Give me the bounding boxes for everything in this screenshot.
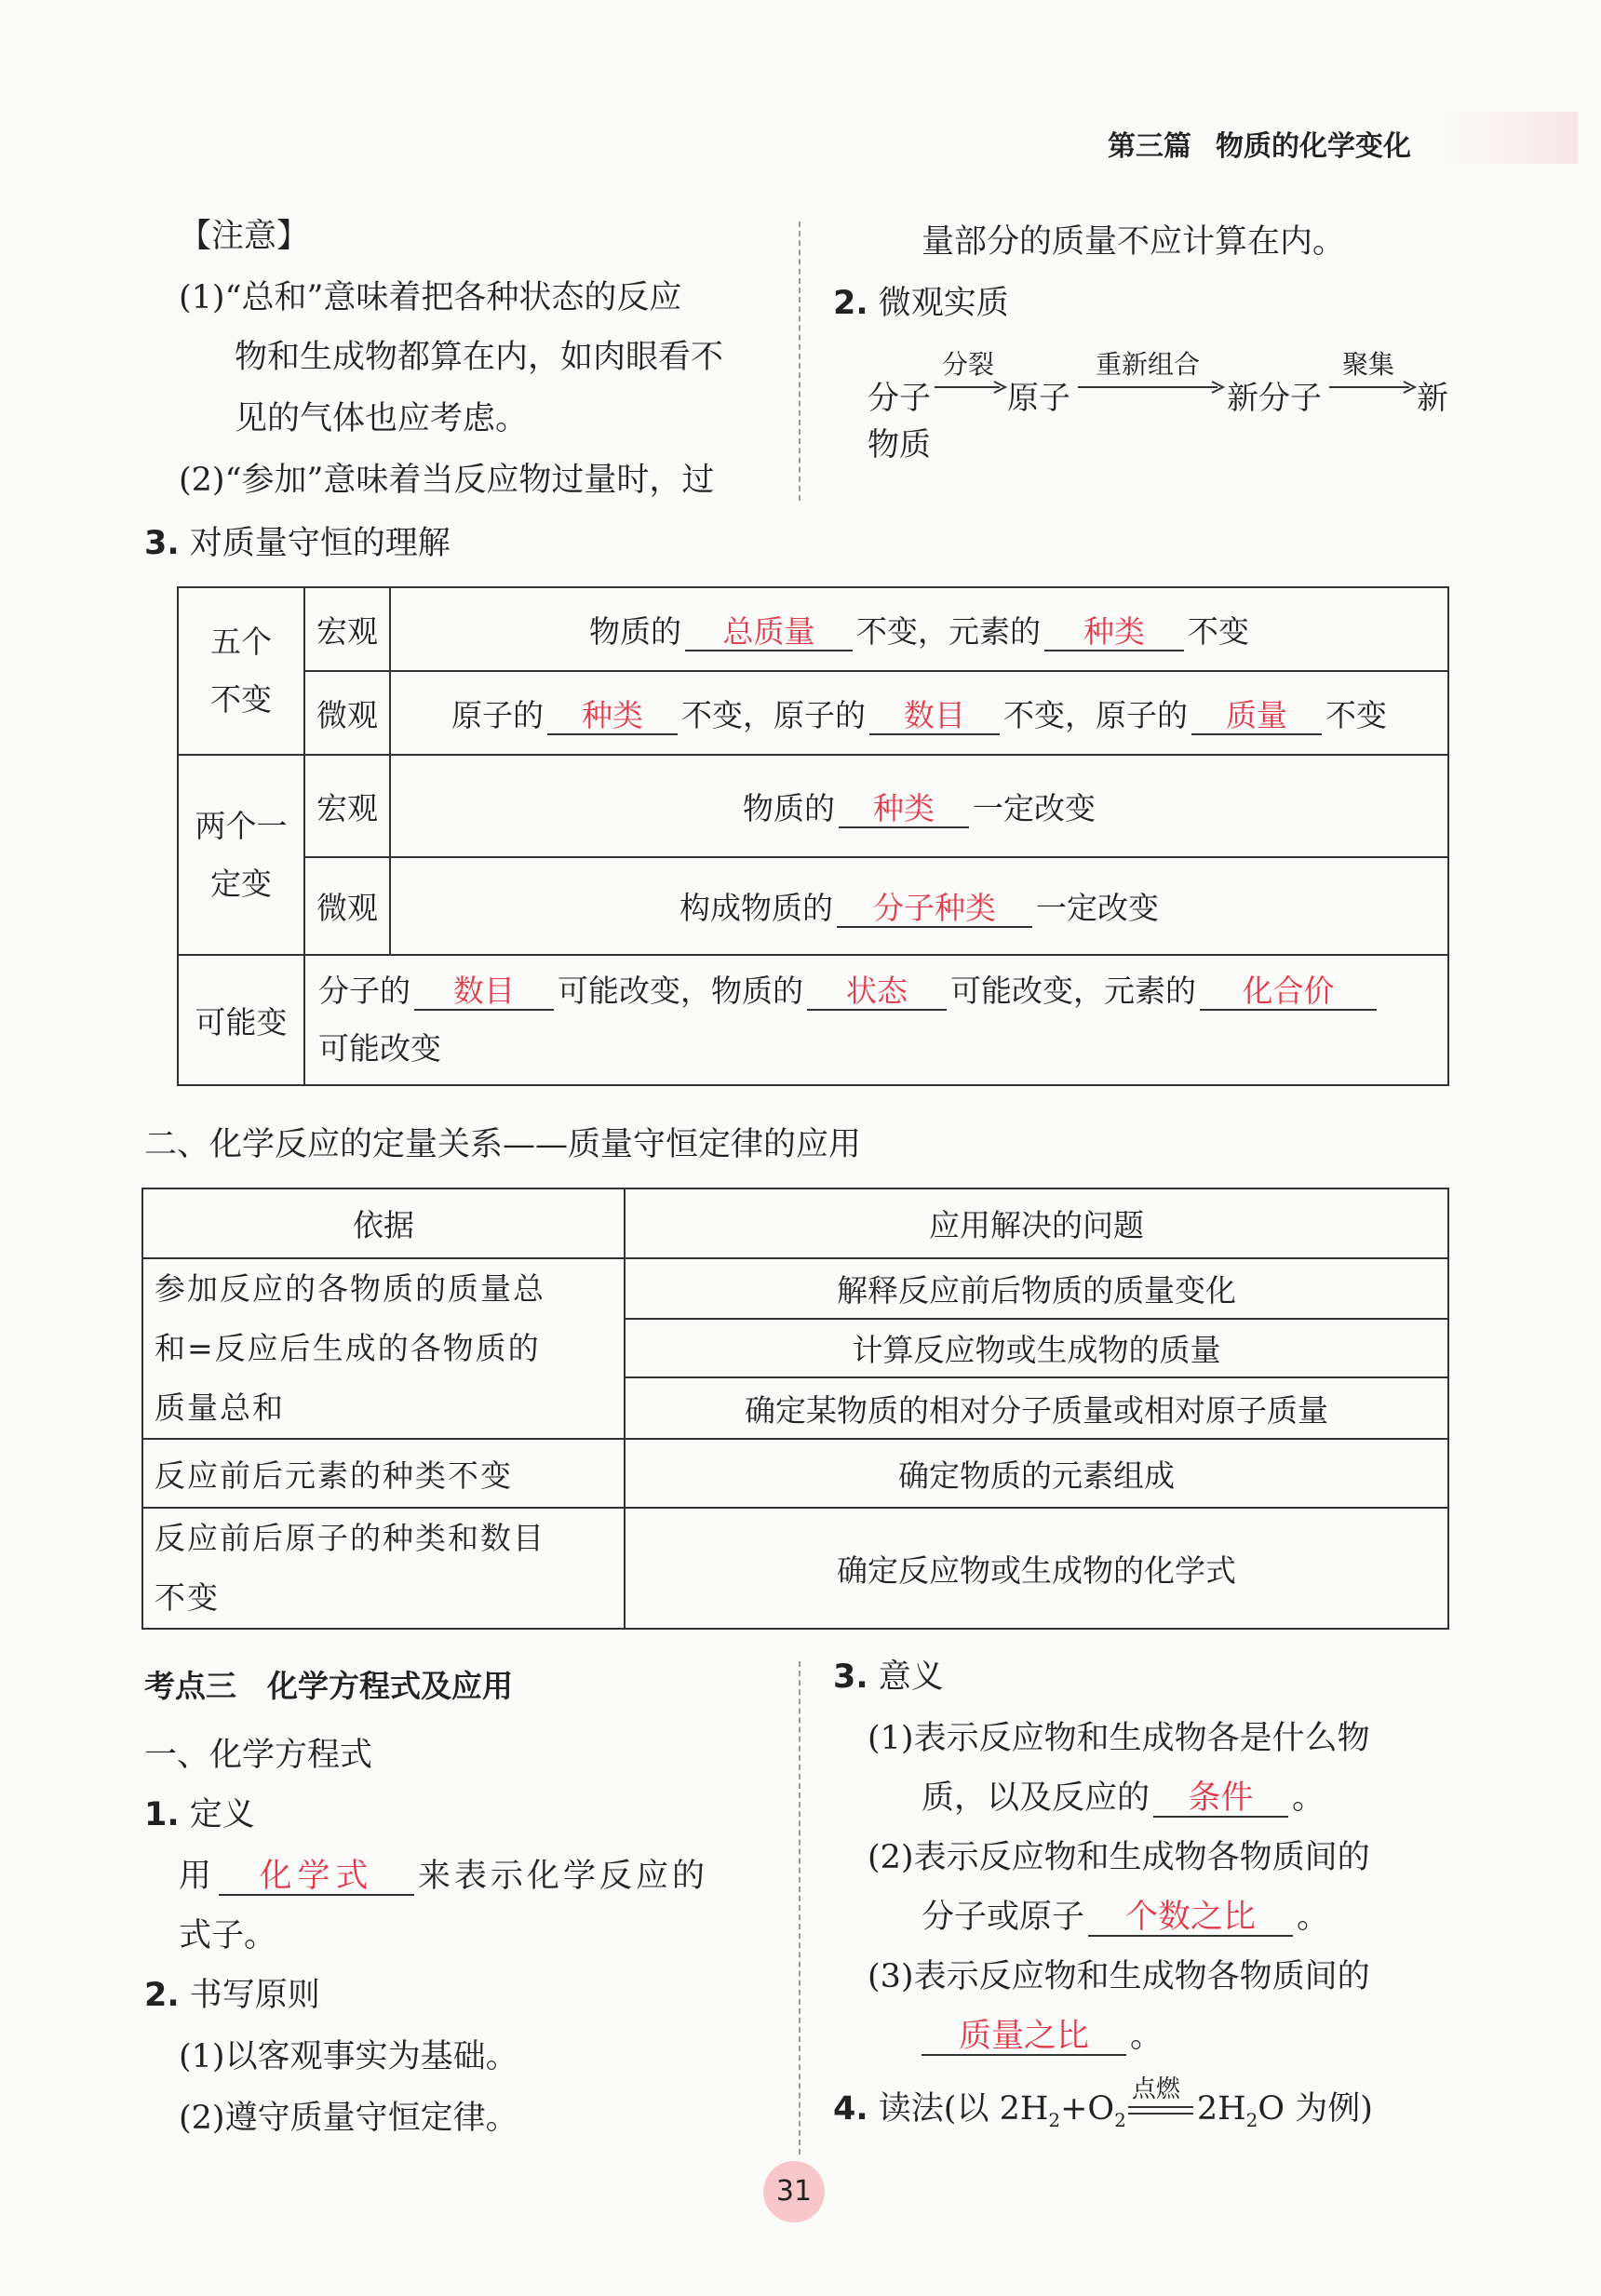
reaction-condition <box>1126 2074 1197 2125</box>
meaning3-line2: 质量之比 。 <box>922 2016 1163 2057</box>
app-calc-mass: 计算反应物或生成物的质量 <box>625 1319 1448 1378</box>
meaning-heading: 3. 意义 <box>833 1658 944 1696</box>
label-macro-1: 宏观 <box>304 587 390 671</box>
group-may-change: 可能变 <box>178 955 304 1085</box>
micro-num: 2. <box>833 285 868 322</box>
label-micro-1: 微观 <box>304 671 390 755</box>
answer-condition: 条件 <box>1153 1780 1288 1818</box>
flow-arrow1-label: 分裂 <box>942 349 995 380</box>
meaning2-line2: 分子或原子 个数之比 。 <box>922 1899 1330 1936</box>
group-two-changed: 两个一 定变 <box>178 755 304 955</box>
flow-arrow1 <box>935 380 1009 395</box>
definition-line1: 用 化学式 来表示化学反应的 <box>179 1858 709 1895</box>
note1-line3: 见的气体也应考虑。 <box>235 400 529 437</box>
basis-atom-kind-number: 反应前后原子的种类和数目 不变 <box>142 1508 625 1629</box>
app-explain-mass: 解释反应前后物质的质量变化 <box>625 1258 1448 1319</box>
note-title: 【注意】 <box>179 218 310 255</box>
flow-arrow2-label: 重新组合 <box>1096 349 1201 380</box>
flow-atom: 原子 <box>1007 380 1070 417</box>
flow-substance: 物质 <box>868 426 931 463</box>
page-number: 31 <box>775 2175 813 2208</box>
column-divider-top <box>799 222 800 501</box>
answer-number-ratio: 个数之比 <box>1088 1900 1293 1937</box>
meaning1-line1: (1)表示反应物和生成物各是什么物 <box>868 1720 1370 1757</box>
answer-molecule-number: 数目 <box>414 973 554 1011</box>
row-micro-unchanged: 原子的 种类 不变，原子的 数目 不变，原子的 质量 不变 <box>390 671 1448 755</box>
kaodian-title: 考点三 化学方程式及应用 <box>144 1668 513 1704</box>
basis-element-kind: 反应前后元素的种类不变 <box>142 1439 625 1508</box>
answer-chemical-formula: 化学式 <box>219 1859 414 1896</box>
header-title: 物质的化学变化 <box>1216 130 1411 163</box>
flow-new-molecule: 新分子 <box>1227 380 1322 417</box>
group-five-unchanged: 五个 不变 <box>178 587 304 755</box>
label-micro-2: 微观 <box>304 857 390 955</box>
row-macro-unchanged: 物质的 总质量 不变，元素的 种类 不变 <box>390 587 1448 671</box>
note2-line1: (2)“参加”意味着当反应物过量时，过 <box>179 462 715 499</box>
meaning3-line1: (3)表示反应物和生成物各物质间的 <box>868 1958 1370 1995</box>
application-table <box>141 1188 1449 1630</box>
basis-mass-sum: 参加反应的各物质的质量总 和=反应后生成的各物质的 质量总和 <box>142 1258 625 1439</box>
row-macro-changed: 物质的 种类 一定改变 <box>390 755 1448 857</box>
answer-atom-kind: 种类 <box>547 698 678 735</box>
answer-substance-kind: 种类 <box>839 791 969 828</box>
column-divider-bottom <box>799 1661 800 2155</box>
sec3-heading <box>144 523 451 564</box>
answer-mass-ratio: 质量之比 <box>922 2019 1126 2056</box>
col-header-application: 应用解决的问题 <box>625 1188 1448 1258</box>
note1-line1: (1)“总和”意味着把各种状态的反应 <box>179 279 682 316</box>
row-micro-changed: 构成物质的 分子种类 一定改变 <box>390 857 1448 955</box>
app-element-composition: 确定物质的元素组成 <box>625 1439 1448 1508</box>
micro-title: 微观实质 <box>878 285 1009 322</box>
flow-arrow3-label: 聚集 <box>1342 349 1395 380</box>
header-part: 第三篇 <box>1108 130 1191 163</box>
micro-flow <box>868 344 1463 419</box>
header-decoration <box>1447 112 1578 164</box>
micro-heading <box>833 283 1009 324</box>
reading-line: 4. 读法(以 $2H_2+O_2$ 点燃 $2H_2O$ 为例) <box>833 2088 1373 2141</box>
part2-heading: 二、化学反应的定量关系——质量守恒定律的应用 <box>144 1126 862 1163</box>
page-number-badge <box>763 2161 825 2222</box>
answer-state: 状态 <box>807 973 947 1011</box>
sec3-title: 对质量守恒的理解 <box>189 525 451 562</box>
flow-arrow2 <box>1078 380 1227 395</box>
row-may-change: 分子的 数目 可能改变，物质的 状态 可能改变，元素的 化合价 可能改变 <box>304 955 1448 1085</box>
right-cont: 量部分的质量不应计算在内。 <box>922 223 1346 261</box>
label-macro-2: 宏观 <box>304 755 390 857</box>
meaning1-line2: 质，以及反应的 条件 。 <box>922 1779 1325 1817</box>
answer-atom-number: 数目 <box>869 698 1000 735</box>
answer-atom-mass: 质量 <box>1191 698 1322 735</box>
answer-valence: 化合价 <box>1200 973 1377 1011</box>
sec3-num: 3. <box>144 525 180 562</box>
equation-subheading: 一、化学方程式 <box>144 1737 373 1774</box>
flow-new: 新 <box>1417 380 1448 417</box>
definition-line2: 式子。 <box>179 1917 277 1954</box>
page-header <box>1108 123 1411 164</box>
flow-arrow3 <box>1329 380 1422 395</box>
app-relative-mass: 确定某物质的相对分子质量或相对原子质量 <box>625 1377 1448 1439</box>
answer-element-kind: 种类 <box>1044 614 1184 651</box>
definition-heading: 1. 定义 <box>144 1796 255 1833</box>
principle-heading: 2. 书写原则 <box>144 1977 320 2014</box>
principle-1: (1)以客观事实为基础。 <box>179 2038 518 2075</box>
flow-molecule: 分子 <box>868 380 931 417</box>
conservation-table <box>177 586 1449 1086</box>
note1-line2: 物和生成物都算在内，如肉眼看不 <box>235 339 724 376</box>
principle-2: (2)遵守质量守恒定律。 <box>179 2100 518 2137</box>
answer-total-mass: 总质量 <box>685 614 853 651</box>
condition-ignite: 点燃 <box>1131 2074 1180 2103</box>
col-header-basis: 依据 <box>142 1188 625 1258</box>
meaning2-line1: (2)表示反应物和生成物各物质间的 <box>868 1839 1370 1876</box>
app-chemical-formula: 确定反应物或生成物的化学式 <box>625 1508 1448 1629</box>
answer-molecule-kind: 分子种类 <box>837 891 1032 928</box>
